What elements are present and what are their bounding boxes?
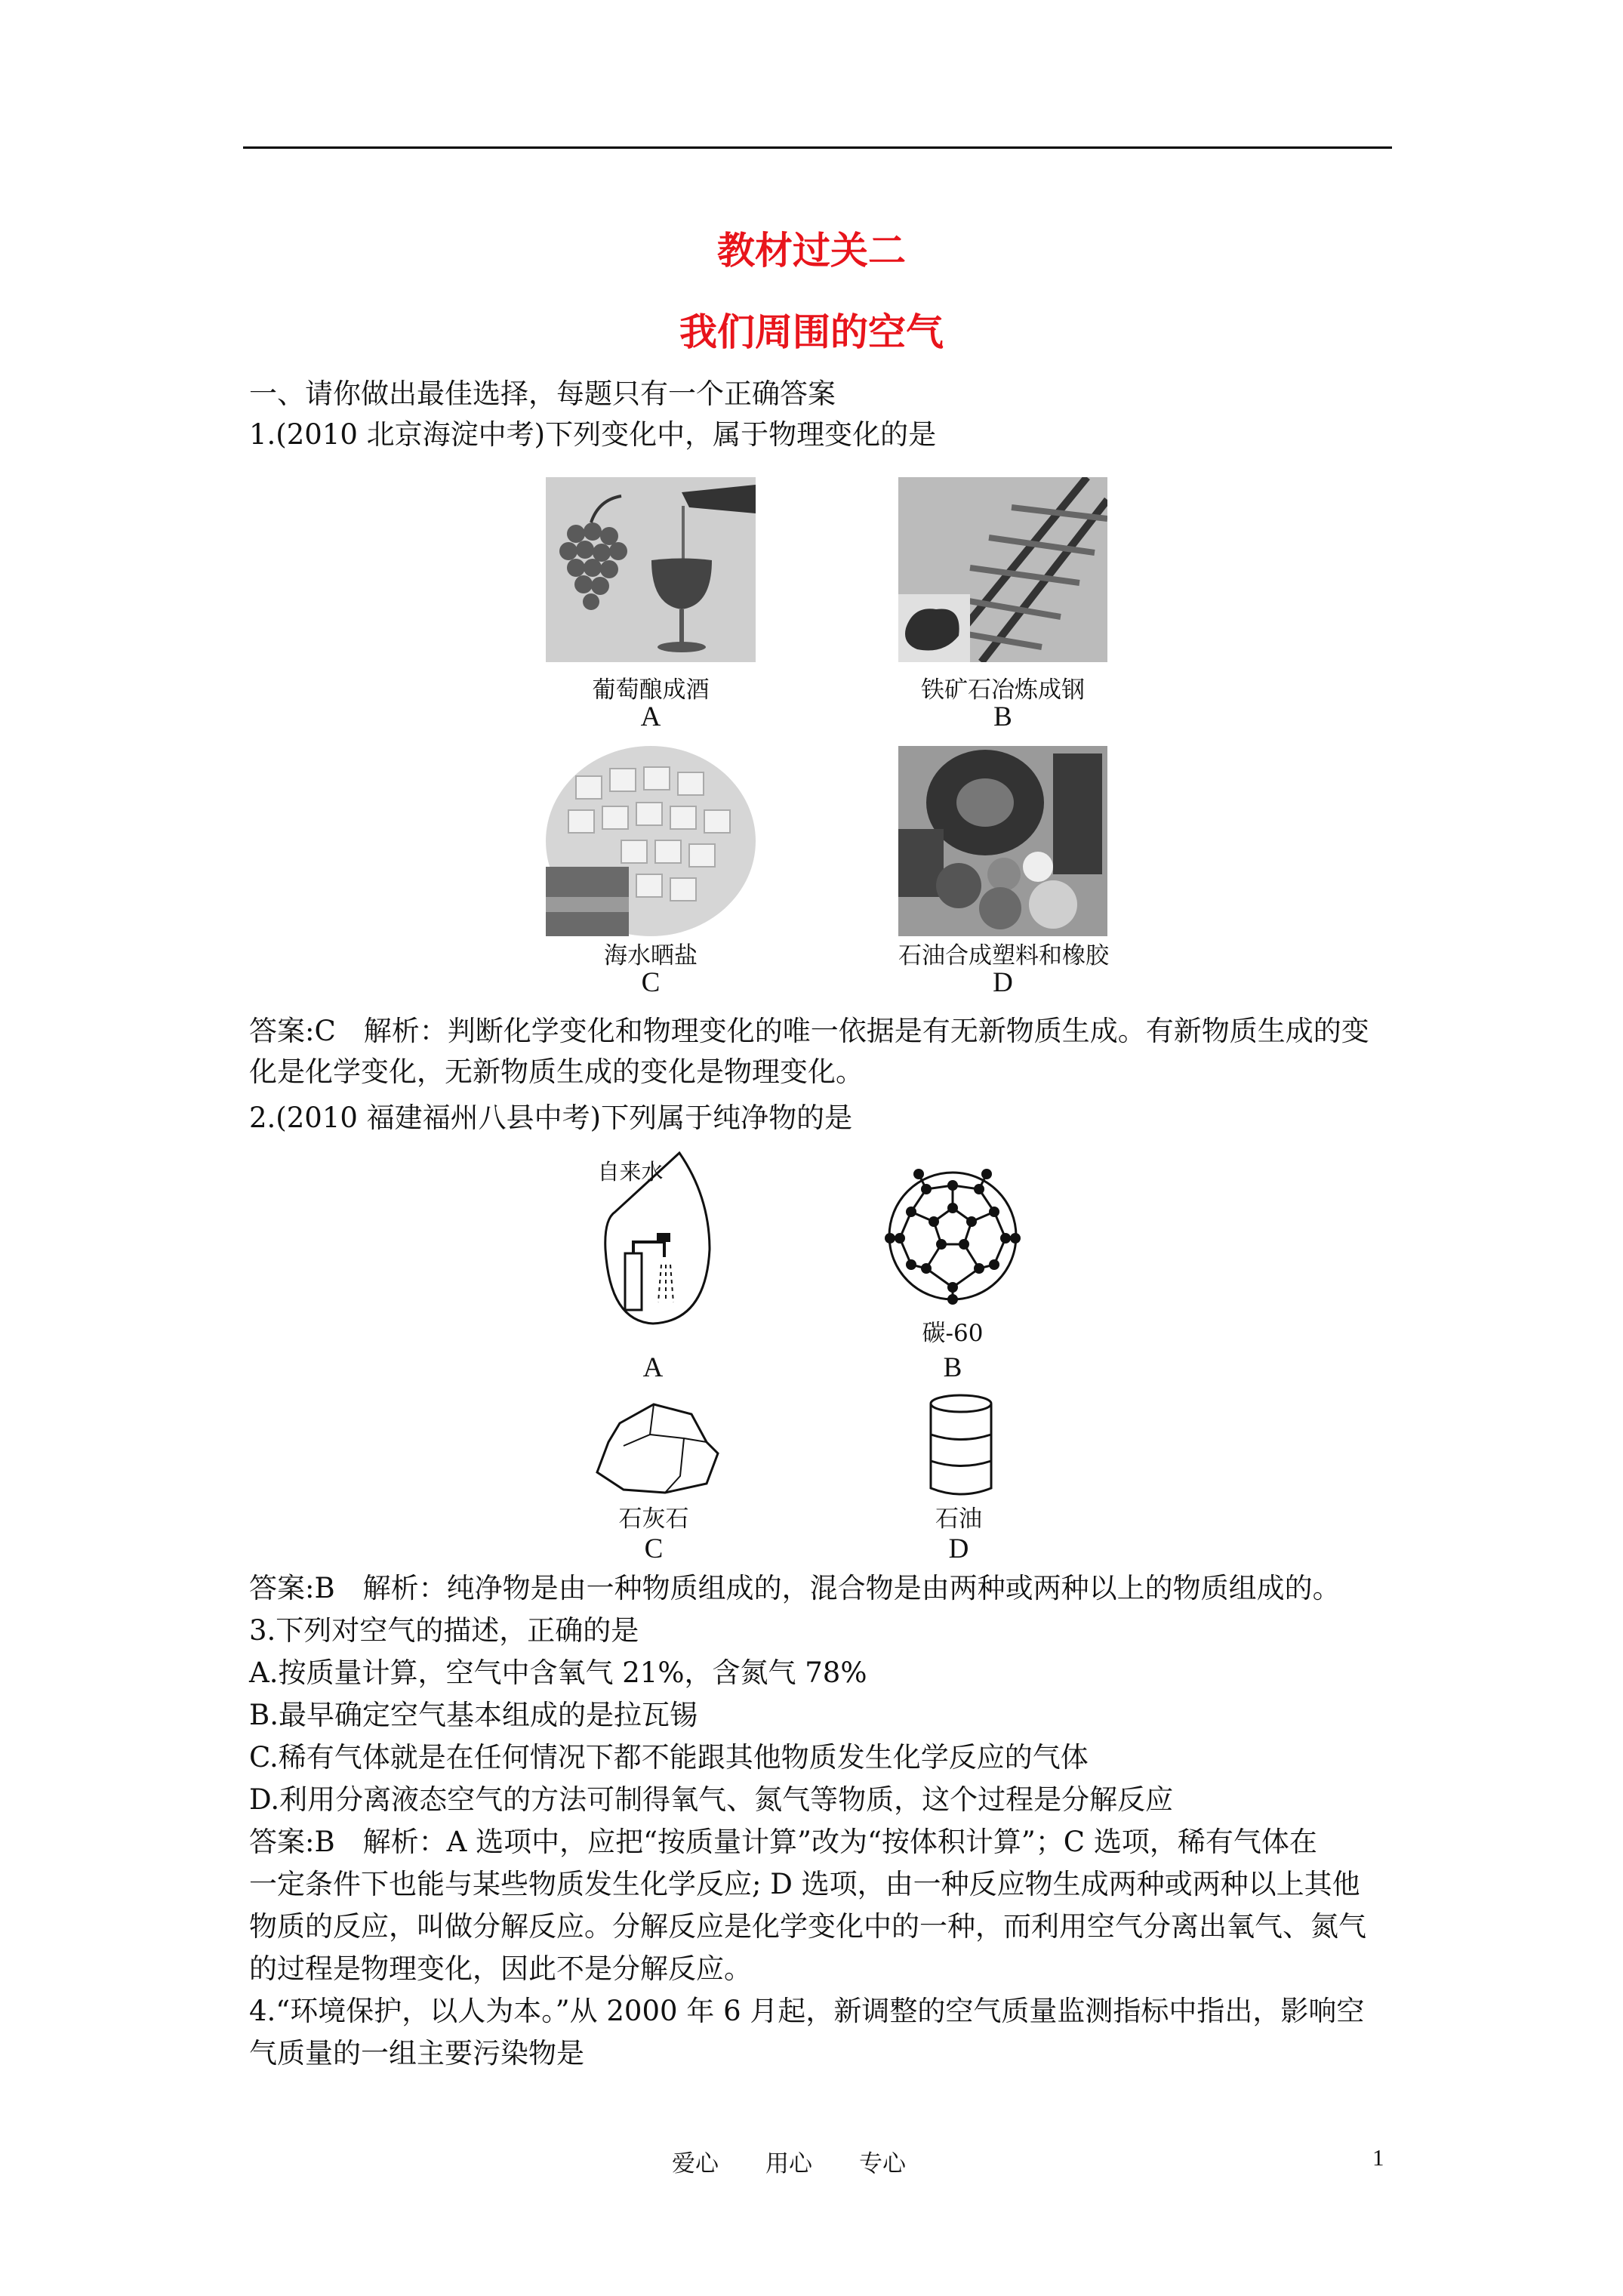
q1-option-b-image bbox=[898, 477, 1107, 662]
q1-option-c-caption: 海水晒盐 bbox=[604, 942, 698, 969]
q1-option-d-caption: 石油合成塑料和橡胶 bbox=[898, 942, 1109, 969]
q2-option-b-image bbox=[885, 1166, 1021, 1306]
q2-option-d-image bbox=[927, 1393, 995, 1499]
q1-answer-line-1: 答案:C 解析：判断化学变化和物理变化的唯一依据是有无新物质生成。有新物质生成的变 bbox=[249, 1015, 1369, 1047]
q3-option-b: B.最早确定空气基本组成的是拉瓦锡 bbox=[249, 1699, 698, 1731]
q2-tap-label: 自来水 bbox=[597, 1159, 664, 1185]
q3-answer-line-3: 物质的反应，叫做分解反应。分解反应是化学变化中的一种，而利用空气分离出氧气、氮气 bbox=[249, 1910, 1366, 1943]
page-number: 1 bbox=[1372, 2144, 1384, 2171]
header-rule bbox=[243, 146, 1392, 149]
q2-answer: 答案:B 解析：纯净物是由一种物质组成的，混合物是由两种或两种以上的物质组成的。 bbox=[249, 1572, 1341, 1604]
q1-stem: 1.(2010 北京海淀中考)下列变化中，属于物理变化的是 bbox=[249, 418, 937, 451]
q2-option-c-image bbox=[593, 1401, 722, 1495]
q3-option-d: D.利用分离液态空气的方法可制得氧气、氮气等物质，这个过程是分解反应 bbox=[249, 1783, 1174, 1816]
q1-option-c-image bbox=[546, 746, 756, 936]
limestone-drawing bbox=[593, 1401, 722, 1495]
c60-molecule-drawing bbox=[885, 1166, 1021, 1306]
q1-option-a-caption: 葡萄酿成酒 bbox=[592, 676, 710, 704]
q3-stem: 3.下列对空气的描述，正确的是 bbox=[249, 1614, 639, 1647]
tires-and-balls-illustration bbox=[898, 746, 1107, 936]
sea-salt-illustration bbox=[546, 746, 756, 936]
page-title: 教材过关二 bbox=[717, 229, 906, 273]
grape-wine-illustration bbox=[546, 477, 756, 662]
q1-answer-line-2: 化是化学变化，无新物质生成的变化是物理变化。 bbox=[249, 1056, 864, 1088]
q3-option-a: A.按质量计算，空气中含氧气 21%，含氮气 78% bbox=[249, 1657, 867, 1689]
q2-option-b-letter: B bbox=[943, 1352, 962, 1383]
q1-option-a-image bbox=[546, 477, 756, 662]
q2-option-a-letter: A bbox=[642, 1352, 664, 1383]
section-heading: 一、请你做出最佳选择，每题只有一个正确答案 bbox=[249, 378, 836, 410]
rail-track-illustration bbox=[898, 477, 1107, 662]
q2-option-b-caption: 碳-60 bbox=[922, 1320, 984, 1347]
q1-option-a-letter: A bbox=[640, 701, 661, 732]
page-subtitle: 我们周围的空气 bbox=[679, 310, 944, 354]
q1-option-b-letter: B bbox=[993, 701, 1012, 732]
q2-option-c-letter: C bbox=[644, 1533, 664, 1564]
footer-motto: 爱心 用心 专心 bbox=[672, 2150, 906, 2177]
q4-line-2: 气质量的一组主要污染物是 bbox=[249, 2037, 584, 2069]
q2-stem: 2.(2010 福建福州八县中考)下列属于纯净物的是 bbox=[249, 1102, 853, 1134]
q3-option-c: C.稀有气体就是在任何情况下都不能跟其他物质发生化学反应的气体 bbox=[249, 1741, 1089, 1774]
q1-option-d-image bbox=[898, 746, 1107, 936]
q1-option-b-caption: 铁矿石冶炼成钢 bbox=[921, 676, 1085, 704]
q3-answer-line-2: 一定条件下也能与某些物质发生化学反应; D 选项，由一种反应物生成两种或两种以上其他 bbox=[249, 1868, 1360, 1900]
q2-option-c-caption: 石灰石 bbox=[618, 1505, 689, 1533]
q1-option-d-letter: D bbox=[993, 967, 1013, 998]
q3-answer-line-1: 答案:B 解析：A 选项中，应把“按质量计算”改为“按体积计算”；C 选项，稀有气体在 bbox=[249, 1826, 1317, 1858]
q2-option-d-caption: 石油 bbox=[935, 1505, 982, 1533]
q4-line-1: 4.“环境保护，以人为本。”从 2000 年 6 月起，新调整的空气质量监测指标中指出，影响空 bbox=[249, 1995, 1365, 2027]
q2-option-d-letter: D bbox=[948, 1533, 969, 1564]
q1-option-c-letter: C bbox=[641, 967, 661, 998]
oil-barrel-drawing bbox=[927, 1393, 995, 1499]
q3-answer-line-4: 的过程是物理变化，因此不是分解反应。 bbox=[249, 1952, 752, 1985]
